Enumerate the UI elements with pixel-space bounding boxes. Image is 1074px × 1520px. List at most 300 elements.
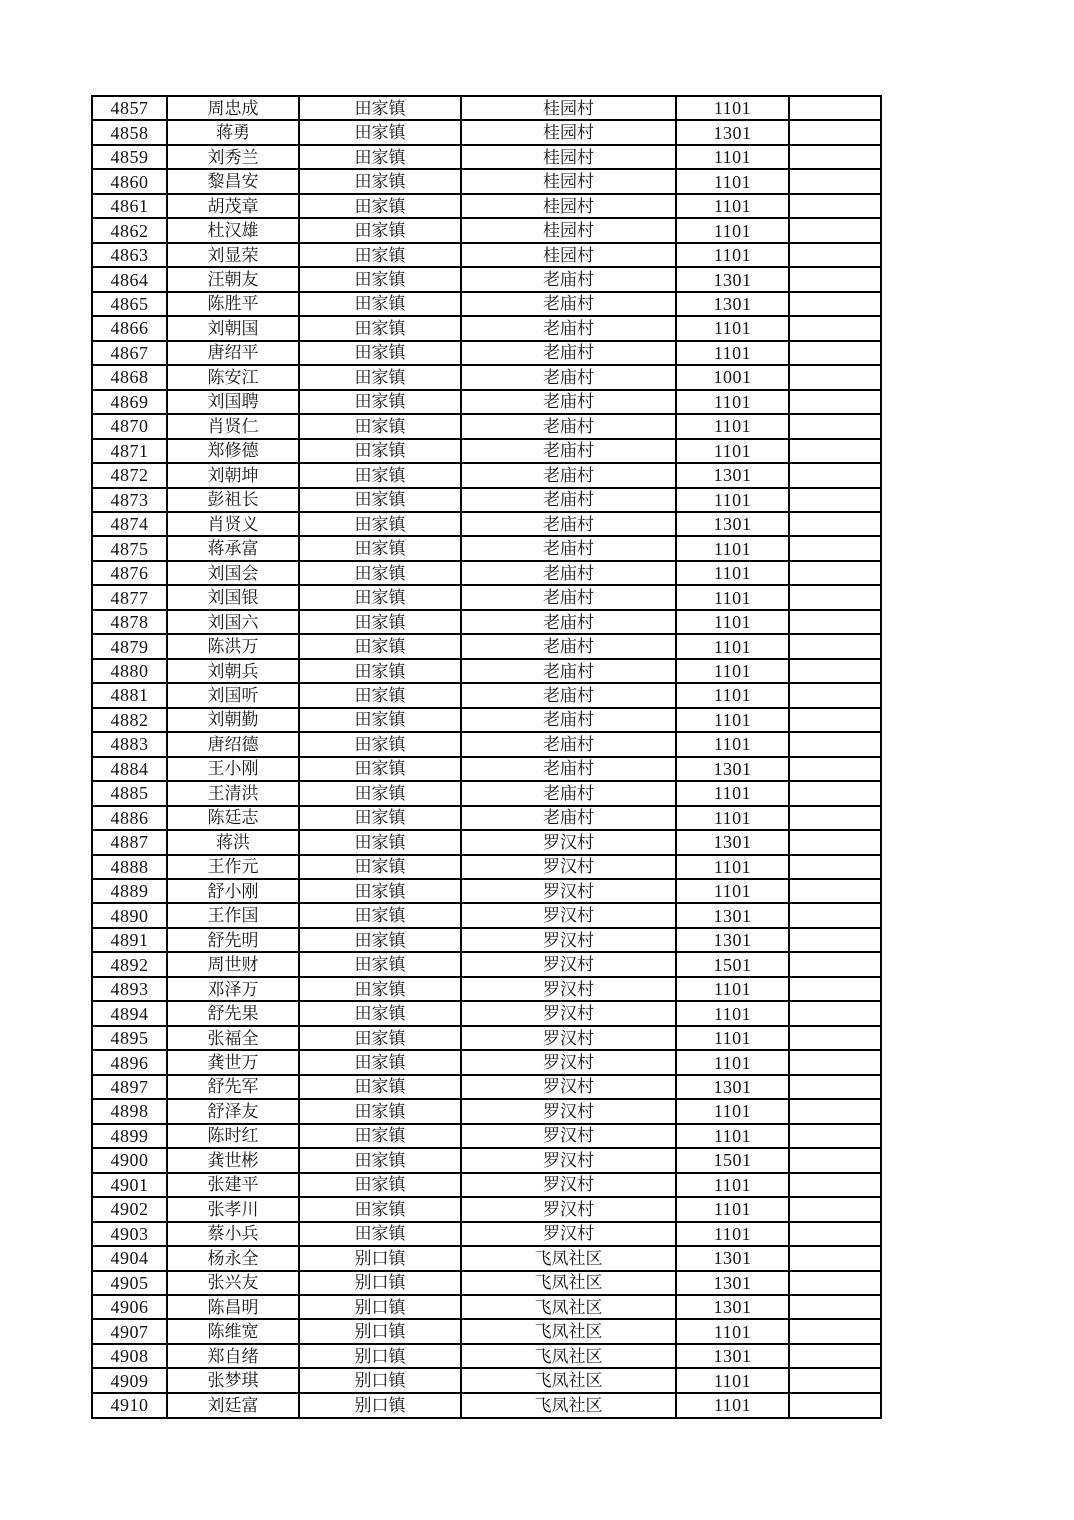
table-row: [92, 145, 881, 169]
cell-village: 老庙村: [461, 488, 676, 512]
cell-empty: [789, 243, 881, 267]
cell-town: 田家镇: [299, 292, 461, 316]
cell-empty: [789, 145, 881, 169]
cell-name: 郑自绪: [167, 1344, 299, 1368]
cell-village: 老庙村: [461, 365, 676, 389]
cell-serial: 4887: [92, 830, 167, 854]
cell-code: 1101: [676, 977, 789, 1001]
cell-serial: 4872: [92, 463, 167, 487]
cell-empty: [789, 390, 881, 414]
cell-serial: 4906: [92, 1295, 167, 1319]
cell-code: 1101: [676, 488, 789, 512]
cell-serial: 4883: [92, 732, 167, 756]
table-row: [92, 292, 881, 316]
cell-name: 郑修德: [167, 439, 299, 463]
cell-serial: 4879: [92, 634, 167, 658]
cell-code: 1101: [676, 1197, 789, 1221]
table-row: [92, 781, 881, 805]
cell-name: 刘国六: [167, 610, 299, 634]
cell-code: 1101: [676, 1173, 789, 1197]
cell-town: 田家镇: [299, 267, 461, 291]
table-row: [92, 120, 881, 144]
cell-name: 刘朝勤: [167, 708, 299, 732]
cell-serial: 4904: [92, 1246, 167, 1270]
table-row: [92, 488, 881, 512]
cell-code: 1101: [676, 316, 789, 340]
cell-village: 老庙村: [461, 267, 676, 291]
cell-town: 田家镇: [299, 439, 461, 463]
cell-town: 田家镇: [299, 561, 461, 585]
cell-serial: 4861: [92, 194, 167, 218]
cell-code: 1301: [676, 267, 789, 291]
cell-code: 1501: [676, 952, 789, 976]
cell-town: 田家镇: [299, 952, 461, 976]
table-row: [92, 1124, 881, 1148]
table-row: [92, 169, 881, 193]
cell-name: 胡茂章: [167, 194, 299, 218]
table-row: [92, 463, 881, 487]
cell-name: 黎昌安: [167, 169, 299, 193]
cell-empty: [789, 1148, 881, 1172]
cell-village: 桂园村: [461, 194, 676, 218]
cell-serial: 4880: [92, 659, 167, 683]
cell-town: 田家镇: [299, 683, 461, 707]
cell-town: 田家镇: [299, 365, 461, 389]
table-row: [92, 1197, 881, 1221]
cell-empty: [789, 1173, 881, 1197]
cell-empty: [789, 96, 881, 120]
table-row: [92, 439, 881, 463]
cell-name: 陈维宽: [167, 1319, 299, 1343]
cell-name: 王清洪: [167, 781, 299, 805]
record-table-body: [92, 96, 881, 1418]
cell-code: 1101: [676, 879, 789, 903]
cell-serial: 4886: [92, 806, 167, 830]
cell-serial: 4873: [92, 488, 167, 512]
cell-serial: 4900: [92, 1148, 167, 1172]
cell-town: 田家镇: [299, 1001, 461, 1025]
cell-village: 罗汉村: [461, 1099, 676, 1123]
cell-empty: [789, 855, 881, 879]
cell-serial: 4866: [92, 316, 167, 340]
cell-name: 杨永全: [167, 1246, 299, 1270]
table-row: [92, 1344, 881, 1368]
cell-code: 1101: [676, 781, 789, 805]
cell-town: 田家镇: [299, 855, 461, 879]
cell-town: 田家镇: [299, 708, 461, 732]
cell-village: 飞凤社区: [461, 1319, 676, 1343]
cell-name: 彭祖长: [167, 488, 299, 512]
cell-village: 老庙村: [461, 463, 676, 487]
cell-serial: 4905: [92, 1271, 167, 1295]
cell-empty: [789, 1271, 881, 1295]
table-row: [92, 928, 881, 952]
cell-empty: [789, 952, 881, 976]
cell-empty: [789, 683, 881, 707]
table-row: [92, 830, 881, 854]
cell-code: 1301: [676, 1246, 789, 1270]
cell-town: 田家镇: [299, 512, 461, 536]
table-row: [92, 634, 881, 658]
cell-name: 张孝川: [167, 1197, 299, 1221]
cell-serial: 4909: [92, 1368, 167, 1392]
cell-name: 蒋承富: [167, 536, 299, 560]
cell-town: 田家镇: [299, 1148, 461, 1172]
cell-town: 别口镇: [299, 1271, 461, 1295]
cell-town: 田家镇: [299, 781, 461, 805]
cell-name: 陈洪万: [167, 634, 299, 658]
cell-empty: [789, 806, 881, 830]
cell-empty: [789, 1050, 881, 1074]
cell-name: 舒先果: [167, 1001, 299, 1025]
cell-name: 周忠成: [167, 96, 299, 120]
cell-name: 杜汉雄: [167, 218, 299, 242]
cell-empty: [789, 708, 881, 732]
table-row: [92, 243, 881, 267]
cell-village: 老庙村: [461, 683, 676, 707]
cell-empty: [789, 1344, 881, 1368]
cell-serial: 4901: [92, 1173, 167, 1197]
table-row: [92, 561, 881, 585]
cell-village: 飞凤社区: [461, 1368, 676, 1392]
cell-village: 罗汉村: [461, 1197, 676, 1221]
cell-code: 1101: [676, 855, 789, 879]
table-row: [92, 194, 881, 218]
cell-empty: [789, 610, 881, 634]
cell-town: 田家镇: [299, 488, 461, 512]
cell-empty: [789, 928, 881, 952]
cell-town: 田家镇: [299, 243, 461, 267]
cell-empty: [789, 1099, 881, 1123]
cell-name: 蒋勇: [167, 120, 299, 144]
table-row: [92, 977, 881, 1001]
cell-village: 飞凤社区: [461, 1295, 676, 1319]
cell-town: 田家镇: [299, 585, 461, 609]
cell-village: 老庙村: [461, 316, 676, 340]
cell-serial: 4878: [92, 610, 167, 634]
cell-village: 飞凤社区: [461, 1271, 676, 1295]
cell-town: 田家镇: [299, 536, 461, 560]
cell-town: 别口镇: [299, 1368, 461, 1392]
cell-code: 1501: [676, 1148, 789, 1172]
cell-code: 1101: [676, 194, 789, 218]
cell-code: 1101: [676, 1393, 789, 1418]
cell-name: 刘国聘: [167, 390, 299, 414]
cell-serial: 4871: [92, 439, 167, 463]
cell-name: 陈安江: [167, 365, 299, 389]
cell-name: 邓泽万: [167, 977, 299, 1001]
cell-name: 肖贤义: [167, 512, 299, 536]
cell-name: 龚世彬: [167, 1148, 299, 1172]
cell-empty: [789, 732, 881, 756]
cell-village: 桂园村: [461, 96, 676, 120]
cell-code: 1101: [676, 1026, 789, 1050]
cell-village: 老庙村: [461, 781, 676, 805]
table-row: [92, 855, 881, 879]
table-row: [92, 1246, 881, 1270]
cell-town: 田家镇: [299, 879, 461, 903]
cell-code: 1101: [676, 1001, 789, 1025]
cell-serial: 4869: [92, 390, 167, 414]
cell-town: 别口镇: [299, 1393, 461, 1418]
cell-empty: [789, 903, 881, 927]
cell-name: 张福全: [167, 1026, 299, 1050]
table-row: [92, 390, 881, 414]
cell-name: 刘秀兰: [167, 145, 299, 169]
cell-empty: [789, 439, 881, 463]
cell-town: 田家镇: [299, 96, 461, 120]
cell-name: 刘国会: [167, 561, 299, 585]
cell-empty: [789, 1393, 881, 1418]
cell-empty: [789, 267, 881, 291]
cell-empty: [789, 316, 881, 340]
cell-code: 1101: [676, 634, 789, 658]
cell-town: 田家镇: [299, 1075, 461, 1099]
cell-name: 舒小刚: [167, 879, 299, 903]
cell-town: 田家镇: [299, 316, 461, 340]
table-row: [92, 879, 881, 903]
cell-village: 桂园村: [461, 145, 676, 169]
cell-name: 刘国听: [167, 683, 299, 707]
cell-town: 别口镇: [299, 1344, 461, 1368]
cell-code: 1301: [676, 1344, 789, 1368]
cell-empty: [789, 830, 881, 854]
cell-village: 老庙村: [461, 610, 676, 634]
cell-village: 老庙村: [461, 757, 676, 781]
cell-town: 田家镇: [299, 463, 461, 487]
cell-empty: [789, 781, 881, 805]
cell-name: 陈时红: [167, 1124, 299, 1148]
cell-village: 老庙村: [461, 708, 676, 732]
cell-name: 龚世万: [167, 1050, 299, 1074]
cell-code: 1101: [676, 390, 789, 414]
cell-town: 田家镇: [299, 1197, 461, 1221]
cell-town: 田家镇: [299, 1173, 461, 1197]
cell-serial: 4882: [92, 708, 167, 732]
cell-empty: [789, 512, 881, 536]
cell-serial: 4862: [92, 218, 167, 242]
cell-name: 蔡小兵: [167, 1222, 299, 1246]
table-row: [92, 1173, 881, 1197]
cell-empty: [789, 536, 881, 560]
table-row: [92, 708, 881, 732]
table-row: [92, 414, 881, 438]
cell-town: 田家镇: [299, 634, 461, 658]
cell-code: 1101: [676, 806, 789, 830]
cell-town: 田家镇: [299, 757, 461, 781]
table-row: [92, 1148, 881, 1172]
cell-village: 桂园村: [461, 243, 676, 267]
cell-serial: 4858: [92, 120, 167, 144]
cell-serial: 4894: [92, 1001, 167, 1025]
cell-serial: 4875: [92, 536, 167, 560]
cell-code: 1301: [676, 512, 789, 536]
cell-village: 罗汉村: [461, 928, 676, 952]
cell-empty: [789, 1026, 881, 1050]
cell-code: 1101: [676, 659, 789, 683]
cell-name: 舒先明: [167, 928, 299, 952]
cell-town: 田家镇: [299, 1099, 461, 1123]
cell-code: 1001: [676, 365, 789, 389]
cell-name: 刘朝国: [167, 316, 299, 340]
cell-code: 1301: [676, 463, 789, 487]
table-row: [92, 1393, 881, 1418]
table-row: [92, 806, 881, 830]
table-row: [92, 316, 881, 340]
table-row: [92, 1001, 881, 1025]
cell-town: 田家镇: [299, 194, 461, 218]
cell-serial: 4910: [92, 1393, 167, 1418]
cell-village: 老庙村: [461, 634, 676, 658]
cell-name: 陈昌明: [167, 1295, 299, 1319]
cell-serial: 4874: [92, 512, 167, 536]
cell-village: 飞凤社区: [461, 1393, 676, 1418]
cell-code: 1101: [676, 169, 789, 193]
cell-town: 田家镇: [299, 145, 461, 169]
cell-name: 蒋洪: [167, 830, 299, 854]
table-row: [92, 536, 881, 560]
cell-serial: 4885: [92, 781, 167, 805]
cell-serial: 4896: [92, 1050, 167, 1074]
table-row: [92, 1050, 881, 1074]
cell-town: 田家镇: [299, 610, 461, 634]
cell-code: 1101: [676, 96, 789, 120]
cell-serial: 4876: [92, 561, 167, 585]
table-row: [92, 659, 881, 683]
table-row: [92, 341, 881, 365]
cell-serial: 4889: [92, 879, 167, 903]
cell-code: 1101: [676, 1050, 789, 1074]
cell-code: 1101: [676, 243, 789, 267]
cell-name: 王小刚: [167, 757, 299, 781]
cell-village: 桂园村: [461, 120, 676, 144]
cell-town: 田家镇: [299, 732, 461, 756]
cell-empty: [789, 757, 881, 781]
cell-code: 1101: [676, 341, 789, 365]
table-row: [92, 96, 881, 120]
cell-code: 1301: [676, 757, 789, 781]
cell-serial: 4881: [92, 683, 167, 707]
cell-town: 田家镇: [299, 928, 461, 952]
cell-village: 罗汉村: [461, 830, 676, 854]
table-row: [92, 1075, 881, 1099]
cell-name: 张兴友: [167, 1271, 299, 1295]
cell-serial: 4895: [92, 1026, 167, 1050]
cell-code: 1301: [676, 903, 789, 927]
cell-serial: 4870: [92, 414, 167, 438]
cell-name: 周世财: [167, 952, 299, 976]
table-row: [92, 610, 881, 634]
cell-serial: 4860: [92, 169, 167, 193]
cell-code: 1301: [676, 928, 789, 952]
cell-name: 王作国: [167, 903, 299, 927]
cell-town: 田家镇: [299, 806, 461, 830]
cell-code: 1301: [676, 1271, 789, 1295]
cell-code: 1101: [676, 610, 789, 634]
cell-name: 张梦琪: [167, 1368, 299, 1392]
table-row: [92, 683, 881, 707]
cell-village: 老庙村: [461, 390, 676, 414]
cell-code: 1101: [676, 1319, 789, 1343]
cell-village: 老庙村: [461, 806, 676, 830]
cell-town: 田家镇: [299, 120, 461, 144]
table-row: [92, 952, 881, 976]
cell-code: 1101: [676, 218, 789, 242]
cell-empty: [789, 488, 881, 512]
cell-serial: 4899: [92, 1124, 167, 1148]
table-row: [92, 903, 881, 927]
cell-village: 桂园村: [461, 169, 676, 193]
cell-village: 老庙村: [461, 292, 676, 316]
cell-empty: [789, 414, 881, 438]
cell-village: 罗汉村: [461, 1050, 676, 1074]
table-row: [92, 732, 881, 756]
cell-town: 田家镇: [299, 218, 461, 242]
cell-code: 1301: [676, 120, 789, 144]
cell-empty: [789, 194, 881, 218]
cell-name: 汪朝友: [167, 267, 299, 291]
cell-name: 刘国银: [167, 585, 299, 609]
cell-name: 刘朝兵: [167, 659, 299, 683]
table-row: [92, 1026, 881, 1050]
cell-code: 1101: [676, 145, 789, 169]
cell-name: 舒先军: [167, 1075, 299, 1099]
cell-serial: 4865: [92, 292, 167, 316]
cell-empty: [789, 879, 881, 903]
cell-serial: 4888: [92, 855, 167, 879]
cell-name: 陈胜平: [167, 292, 299, 316]
cell-code: 1101: [676, 708, 789, 732]
cell-name: 张建平: [167, 1173, 299, 1197]
cell-village: 老庙村: [461, 341, 676, 365]
record-table: [91, 95, 882, 1419]
table-row: [92, 585, 881, 609]
cell-code: 1101: [676, 683, 789, 707]
table-row: [92, 365, 881, 389]
cell-village: 飞凤社区: [461, 1246, 676, 1270]
cell-name: 刘显荣: [167, 243, 299, 267]
cell-town: 别口镇: [299, 1295, 461, 1319]
cell-empty: [789, 634, 881, 658]
cell-village: 老庙村: [461, 585, 676, 609]
cell-code: 1101: [676, 536, 789, 560]
cell-empty: [789, 1246, 881, 1270]
cell-empty: [789, 218, 881, 242]
cell-code: 1101: [676, 561, 789, 585]
table-row: [92, 1295, 881, 1319]
cell-code: 1301: [676, 1295, 789, 1319]
table-row: [92, 512, 881, 536]
cell-empty: [789, 292, 881, 316]
cell-code: 1101: [676, 1099, 789, 1123]
cell-serial: 4867: [92, 341, 167, 365]
cell-village: 桂园村: [461, 218, 676, 242]
cell-town: 别口镇: [299, 1246, 461, 1270]
cell-town: 田家镇: [299, 1222, 461, 1246]
cell-serial: 4908: [92, 1344, 167, 1368]
cell-village: 罗汉村: [461, 1148, 676, 1172]
cell-empty: [789, 1222, 881, 1246]
cell-serial: 4907: [92, 1319, 167, 1343]
cell-village: 罗汉村: [461, 952, 676, 976]
cell-code: 1301: [676, 830, 789, 854]
cell-town: 田家镇: [299, 341, 461, 365]
cell-empty: [789, 1075, 881, 1099]
cell-serial: 4903: [92, 1222, 167, 1246]
cell-code: 1101: [676, 1124, 789, 1148]
cell-village: 罗汉村: [461, 855, 676, 879]
cell-serial: 4859: [92, 145, 167, 169]
